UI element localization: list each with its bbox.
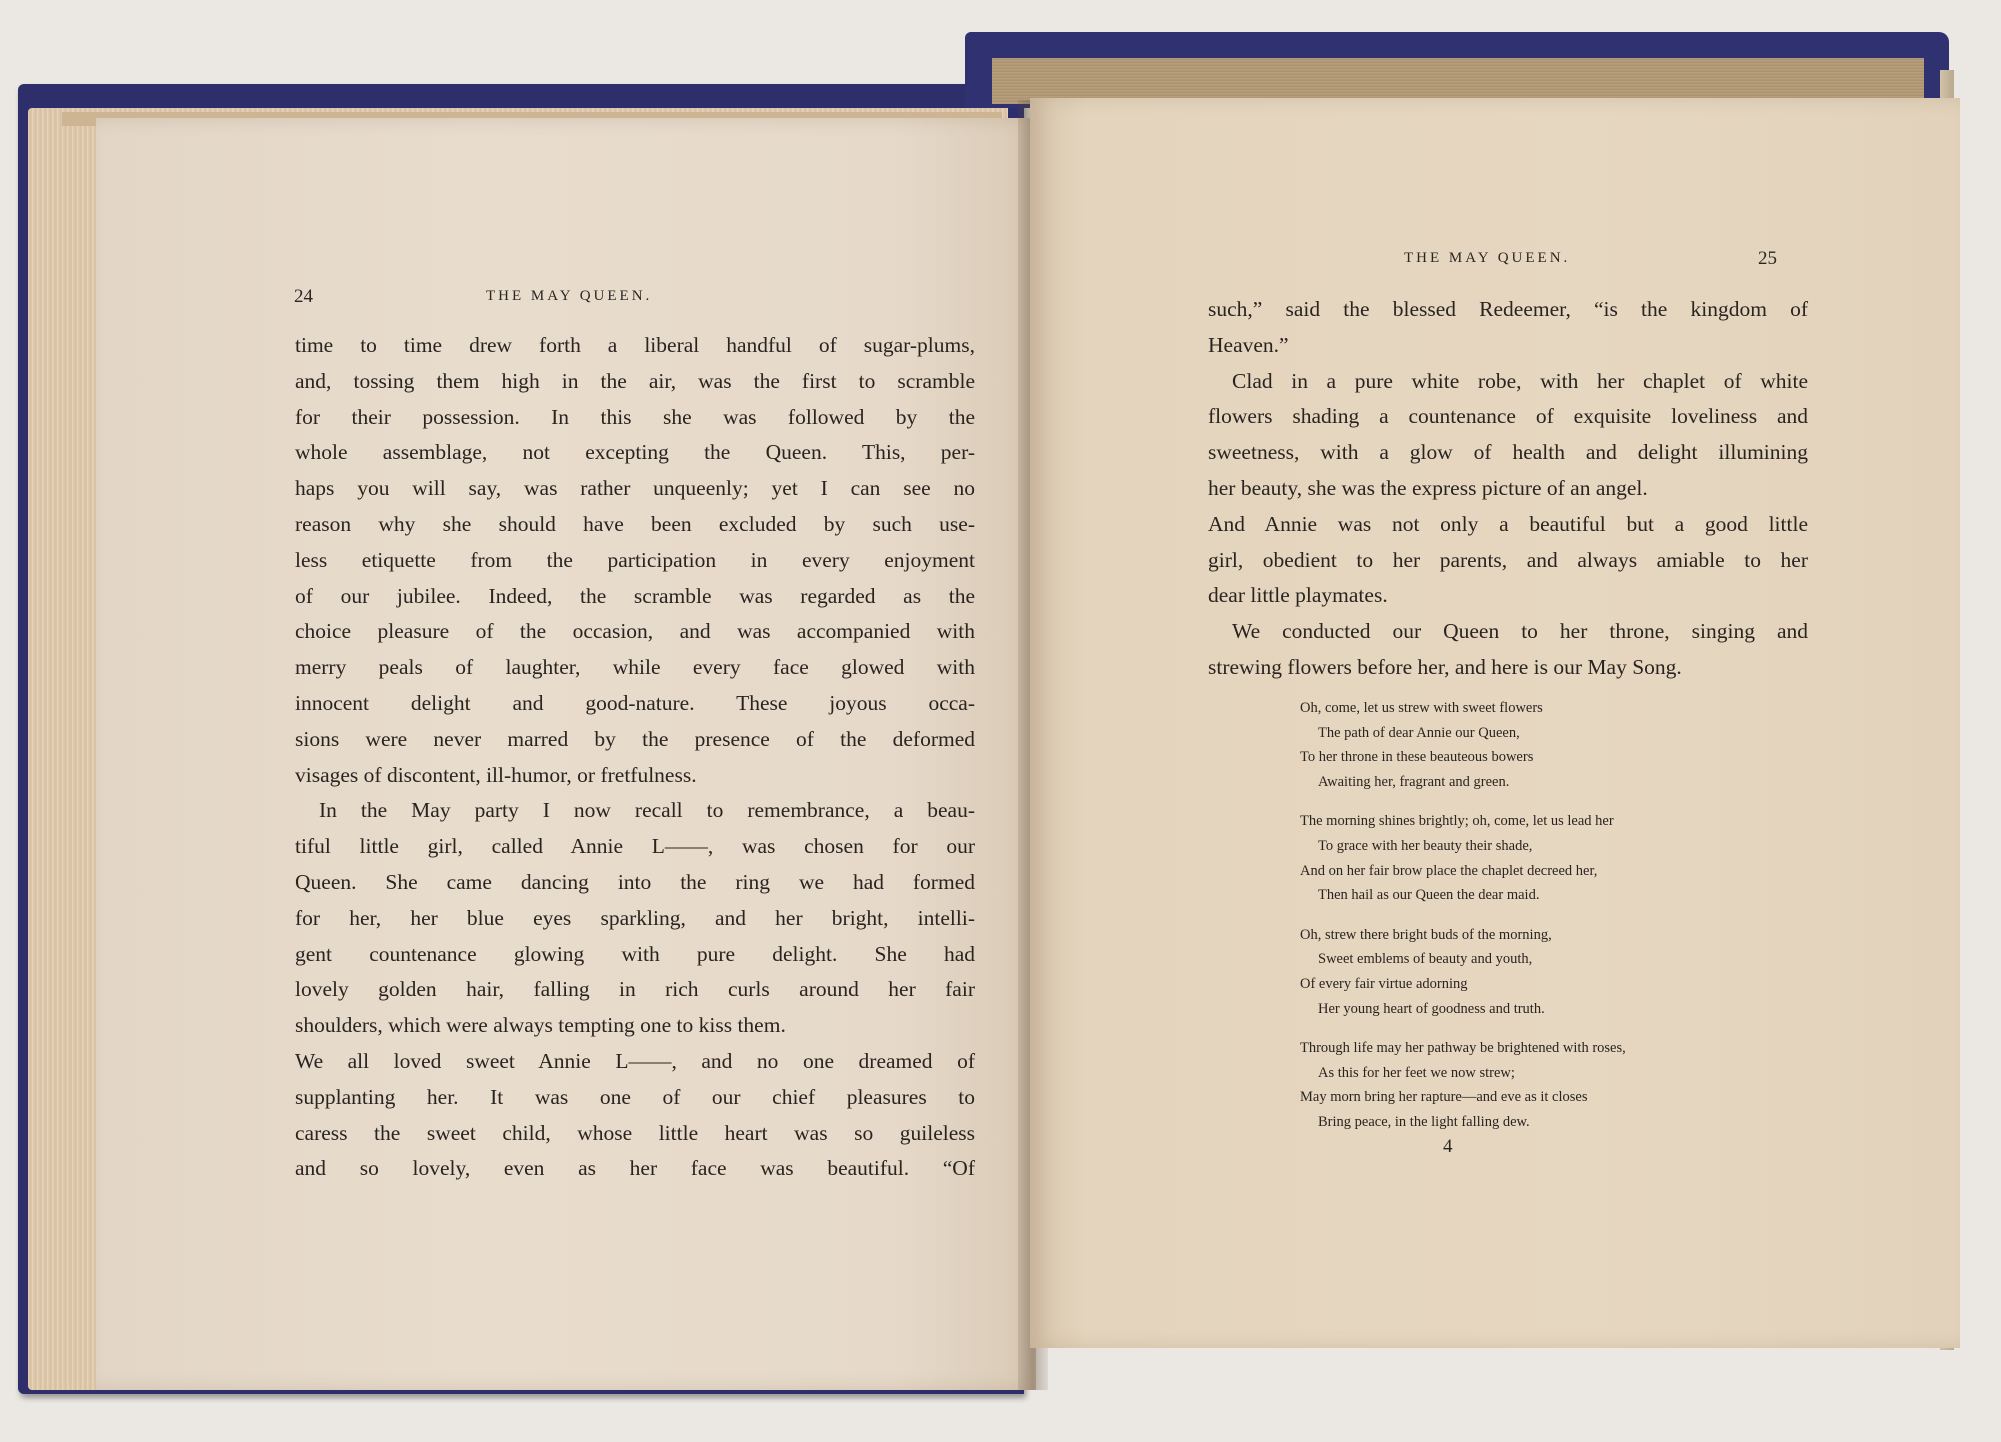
right-line: flowers shading a countenance of exquisite loveliness and [1208,404,1808,429]
left-line: sions were never marred by the presence of the deformed [295,726,975,751]
right-running-head: THE MAY QUEEN. [1404,250,1571,266]
left-line: haps you will say, was rather unqueenly; yet I can see no [295,476,975,501]
left-line: less etiquette from the participation in every enjoyment [295,547,975,572]
right-line: Clad in a pure white robe, with her chaplet of white [1232,368,1808,393]
poem-line: The morning shines brightly; oh, come, let us lead her [1300,813,1614,830]
poem-line: Of every fair virtue adorning [1300,975,1468,992]
right-body-text [1208,292,1808,686]
left-line: tiful little girl, called Annie L——, was chosen for our [295,834,975,859]
left-line: supplanting her. It was one of our chief pleasures to [295,1084,975,1109]
left-body-text [295,328,975,1187]
poem-stanza [1300,923,1626,1021]
left-line: In the May party I now recall to remembrance, a beau- [319,798,975,823]
left-line: for her, her blue eyes sparkling, and her bright, intelli- [295,905,975,930]
poem-line: To her throne in these beauteous bowers [1300,749,1534,766]
right-line: And Annie was not only a beautiful but a good little [1208,511,1808,536]
poem-line: As this for her feet we now strew; [1318,1064,1515,1081]
left-line: Queen. She came dancing into the ring we had formed [295,869,975,894]
poem-line: The path of dear Annie our Queen, [1318,724,1520,741]
poem-line: To grace with her beauty their shade, [1318,837,1533,854]
poem-stanza [1300,696,1626,794]
right-line: such,” said the blessed Redeemer, “is the kingdom of [1208,297,1808,321]
poem-line: May morn bring her rapture—and eve as it closes [1300,1089,1588,1106]
poem-line: Oh, strew there bright buds of the morning, [1300,926,1552,943]
left-line: lovely golden hair, falling in rich curls around her fair [295,977,975,1002]
left-page [96,118,1036,1390]
may-song-poem [1300,696,1626,1150]
poem-line: Sweet emblems of beauty and youth, [1318,951,1533,968]
right-line: strewing flowers before her, and here is our May Song. [1208,654,1682,679]
poem-stanza [1300,1036,1626,1134]
left-line: gent countenance glowing with pure delight. She had [295,941,975,966]
left-page-number: 24 [294,286,313,307]
left-line: visages of discontent, ill-humor, or fretfulness. [295,762,697,787]
left-line: time to time drew forth a liberal handful of sugar-plums, [295,333,975,357]
right-line: her beauty, she was the express picture of an angel. [1208,475,1648,500]
right-line: girl, obedient to her parents, and always amiable to her [1208,547,1808,572]
left-line: of our jubilee. Indeed, the scramble was regarded as the [295,583,975,608]
poem-line: Awaiting her, fragrant and green. [1318,773,1510,790]
poem-line: Her young heart of goodness and truth. [1318,1000,1545,1017]
poem-line: Bring peace, in the light falling dew. [1318,1113,1530,1130]
poem-line: Then hail as our Queen the dear maid. [1318,887,1540,904]
poem-line: Oh, come, let us strew with sweet flowers [1300,700,1543,716]
left-line: merry peals of laughter, while every face glowed with [295,655,975,680]
left-line: shoulders, which were always tempting one to kiss them. [295,1013,786,1038]
right-page-number: 25 [1758,248,1777,269]
poem-line: And on her fair brow place the chaplet decreed her, [1300,862,1598,879]
right-line: sweetness, with a glow of health and delight illumining [1208,440,1808,465]
left-line: choice pleasure of the occasion, and was accompanied with [295,619,975,644]
right-line: We conducted our Queen to her throne, singing and [1232,619,1808,644]
right-line: Heaven.” [1208,332,1289,357]
left-line: caress the sweet child, whose little heart was so guileless [295,1120,975,1145]
right-page [1030,98,1960,1348]
left-line: and so lovely, even as her face was beautiful. “Of [295,1156,975,1181]
left-line: for their possession. In this she was followed by the [295,404,975,429]
left-line: whole assemblage, not excepting the Queen. This, per- [295,440,975,465]
left-line: reason why she should have been excluded by such use- [295,511,975,536]
right-line: dear little playmates. [1208,583,1388,608]
left-line: We all loved sweet Annie L——, and no one dreamed of [295,1048,975,1073]
signature-mark: 4 [1443,1136,1453,1157]
left-running-head: THE MAY QUEEN. [486,288,653,304]
left-line: innocent delight and good-nature. These joyous occa- [295,690,975,715]
poem-stanza [1300,809,1626,907]
left-line: and, tossing them high in the air, was the first to scramble [295,368,975,393]
poem-line: Through life may her pathway be brightened with roses, [1300,1040,1626,1057]
